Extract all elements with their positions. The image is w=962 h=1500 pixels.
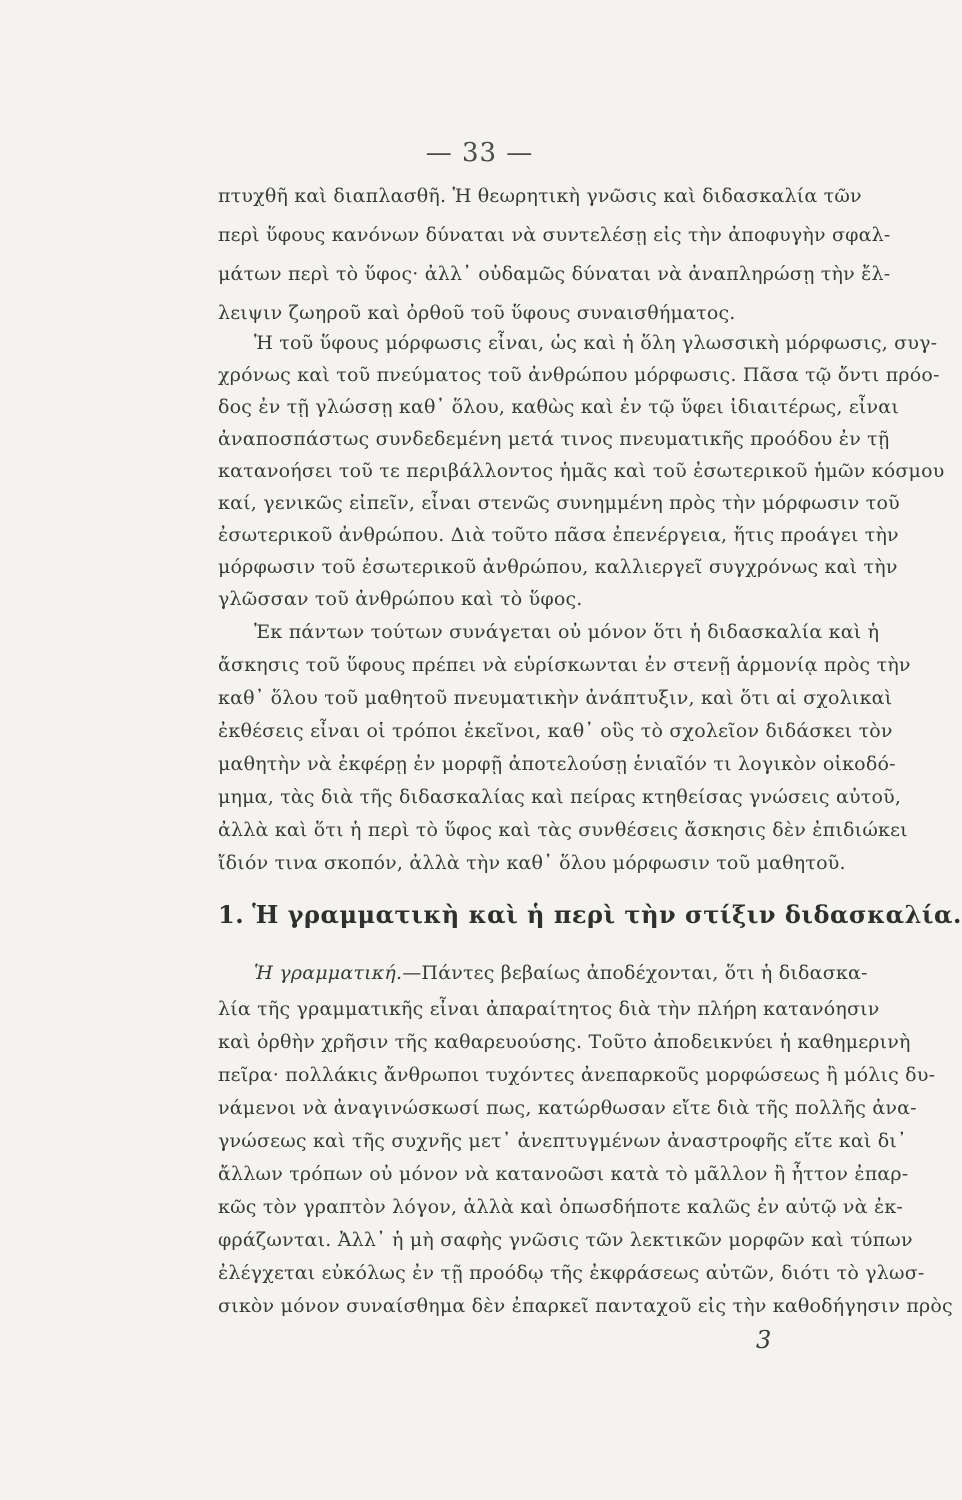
- text-line: ἐλέγχεται εὐκόλως ἐν τῇ προόδῳ τῆς ἐκφράσεως αὐτῶν, διότι τὸ γλωσ-: [218, 1262, 925, 1284]
- text-line: νάμενοι νὰ ἀναγινώσκωσί πως, κατώρθωσαν εἴτε διὰ τῆς πολλῆς ἀνα-: [218, 1097, 917, 1119]
- text-line: ἴδιόν τινα σκοπόν, ἀλλὰ τὴν καθ᾿ ὅλου μόρφωσιν τοῦ μαθητοῦ.: [218, 852, 846, 874]
- text-run: —Πάντες βεβαίως ἀποδέχονται, ὅτι ἡ διδασκα-: [402, 962, 868, 984]
- section-title: Ἡ γραμματικὴ καὶ ἡ περὶ τὴν στίξιν διδασκαλία.: [252, 900, 962, 929]
- text-line: ἀναποσπάστως συνδεδεμένη μετά τινος πνευματικῆς προόδου ἐν τῇ: [218, 428, 890, 450]
- text-line: ἄλλων τρόπων οὐ μόνον νὰ κατανοῶσι κατὰ τὸ μᾶλλον ἢ ἧττον ἐπαρ-: [218, 1163, 909, 1185]
- text-line: πτυχθῆ καὶ διαπλασθῆ. Ἡ θεωρητικὴ γνῶσις καὶ διδασκαλία τῶν: [218, 185, 862, 207]
- text-line: καθ᾿ ὅλου τοῦ μαθητοῦ πνευματικὴν ἀνάπτυξιν, καὶ ὅτι αἱ σχολικαὶ: [218, 687, 893, 709]
- text-line: λειψιν ζωηροῦ καὶ ὀρθοῦ τοῦ ὕφους συναισθήματος.: [218, 302, 736, 324]
- text-line: δος ἐν τῇ γλώσσῃ καθ᾿ ὅλου, καθὼς καὶ ἐν τῷ ὕφει ἰδιαιτέρως, εἶναι: [218, 396, 899, 418]
- text-line: γλῶσσαν τοῦ ἀνθρώπου καὶ τὸ ὕφος.: [218, 588, 583, 610]
- page-number: — 33 —: [425, 138, 534, 168]
- section-number: 1.: [218, 900, 245, 929]
- signature-mark: 3: [756, 1326, 772, 1354]
- text-line: περὶ ὕφους κανόνων δύναται νὰ συντελέσῃ εἰς τὴν ἀποφυγὴν σφαλ-: [218, 224, 891, 246]
- text-line: κατανοήσει τοῦ τε περιβάλλοντος ἡμᾶς καὶ τοῦ ἐσωτερικοῦ ἡμῶν κόσμου: [218, 460, 945, 482]
- text-line: λία τῆς γραμματικῆς εἶναι ἀπαραίτητος διὰ τὴν πλήρη κατανόησιν: [218, 998, 880, 1020]
- text-line: καί, γενικῶς εἰπεῖν, εἶναι στενῶς συνημμένη πρὸς τὴν μόρφωσιν τοῦ: [218, 492, 900, 514]
- text-line: [218, 958, 868, 988]
- text-line: χρόνως καὶ τοῦ πνεύματος τοῦ ἀνθρώπου μόρφωσις. Πᾶσα τῷ ὄντι πρόο-: [218, 364, 940, 386]
- text-line: κῶς τὸν γραπτὸν λόγον, ἀλλὰ καὶ ὁπωσδήποτε καλῶς ἐν αὐτῷ νὰ ἐκ-: [218, 1196, 904, 1218]
- text-line: ἐκθέσεις εἶναι οἱ τρόποι ἐκεῖνοι, καθ᾿ οὓς τὸ σχολεῖον διδάσκει τὸν: [218, 720, 893, 742]
- text-line: καὶ ὀρθὴν χρῆσιν τῆς καθαρευούσης. Τοῦτο ἀποδεικνύει ἡ καθημερινὴ: [218, 1031, 911, 1053]
- text-line: ἐσωτερικοῦ ἀνθρώπου. Διὰ τοῦτο πᾶσα ἐπενέργεια, ἥτις προάγει τὴν: [218, 524, 899, 546]
- text-line: Ἡ τοῦ ὕφους μόρφωσις εἶναι, ὡς καὶ ἡ ὅλη γλωσσικὴ μόρφωσις, συγ-: [254, 332, 938, 354]
- italic-run-in-heading: Ἡ γραμματική.: [254, 962, 403, 984]
- text-line: μημα, τὰς διὰ τῆς διδασκαλίας καὶ πείρας κτηθείσας γνώσεις αὐτοῦ,: [218, 786, 902, 808]
- text-line: ἄσκησις τοῦ ὕφους πρέπει νὰ εὑρίσκωνται ἐν στενῇ ἁρμονίᾳ πρὸς τὴν: [218, 654, 911, 676]
- text-line: φράζωνται. Ἀλλ᾿ ἡ μὴ σαφὴς γνῶσις τῶν λεκτικῶν μορφῶν καὶ τύπων: [218, 1229, 913, 1251]
- text-line: μάτων περὶ τὸ ὕφος· ἀλλ᾿ οὐδαμῶς δύναται νὰ ἀναπληρώσῃ τὴν ἔλ-: [218, 263, 891, 285]
- text-line: σικὸν μόνον συναίσθημα δὲν ἐπαρκεῖ πανταχοῦ εἰς τὴν καθοδήγησιν πρὸς: [218, 1295, 953, 1317]
- text-line: γνώσεως καὶ τῆς συχνῆς μετ᾿ ἀνεπτυγμένων ἀναστροφῆς εἴτε καὶ δι᾿: [218, 1130, 907, 1152]
- section-heading: [218, 898, 962, 932]
- text-line: μόρφωσιν τοῦ ἐσωτερικοῦ ἀνθρώπου, καλλιεργεῖ συγχρόνως καὶ τὴν: [218, 556, 898, 578]
- text-line: πεῖρα· πολλάκις ἄνθρωποι τυχόντες ἀνεπαρκοῦς μορφώσεως ἢ μόλις δυ-: [218, 1064, 936, 1086]
- text-line: μαθητὴν νὰ ἐκφέρῃ ἐν μορφῇ ἀποτελούσῃ ἑνιαῖόν τι λογικὸν οἰκοδό-: [218, 753, 896, 775]
- text-line: Ἐκ πάντων τούτων συνάγεται οὐ μόνον ὅτι ἡ διδασκαλία καὶ ἡ: [254, 621, 880, 643]
- text-line: ἀλλὰ καὶ ὅτι ἡ περὶ τὸ ὕφος καὶ τὰς συνθέσεις ἄσκησις δὲν ἐπιδιώκει: [218, 819, 908, 841]
